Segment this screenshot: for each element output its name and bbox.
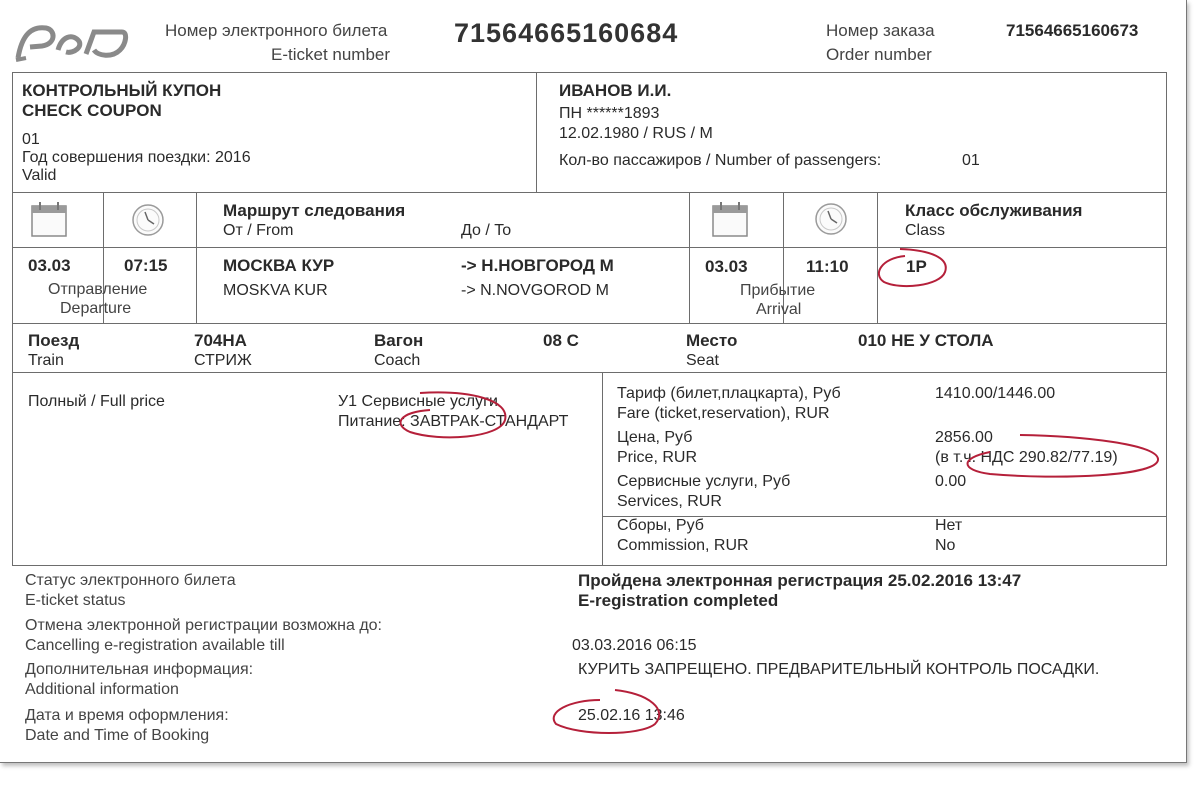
seat-value: 010 НЕ У СТОЛА [858, 331, 994, 350]
cancel-label-en: Cancelling e-registration available till [25, 637, 285, 654]
coupon-title-ru: КОНТРОЛЬНЫЙ КУПОН [22, 81, 222, 100]
arrival-date: 03.03 [705, 257, 748, 276]
passenger-count-label: Кол-во пассажиров / Number of passengers: [559, 152, 882, 169]
train-label-ru: Поезд [28, 331, 80, 350]
passenger-count: 01 [962, 152, 980, 169]
eticket-number: 71564665160684 [454, 18, 679, 48]
cancel-label-ru: Отмена электронной регистрации возможна до: [25, 617, 382, 634]
from-label: От / From [223, 222, 294, 239]
class-value: 1Р [906, 257, 927, 276]
eticket-label-en: E-ticket number [271, 45, 391, 64]
vat-value: (в т.ч. НДС 290.82/77.19) [935, 449, 1118, 466]
trip-year-label: Год совершения поездки: [22, 149, 211, 166]
eticket-label-ru: Номер электронного билета [165, 21, 388, 40]
price-label-ru: Цена, Руб [617, 429, 693, 446]
coupon-number: 01 [22, 131, 40, 148]
from-station-en: MOSKVA KUR [223, 282, 328, 299]
commission-value-en: No [935, 537, 956, 554]
seat-label-ru: Место [686, 331, 738, 350]
services-value: 0.00 [935, 473, 967, 490]
departure-label-ru: Отправление [48, 281, 148, 298]
services-label-ru: Сервисные услуги, Руб [617, 473, 791, 490]
order-number: 71564665160673 [1006, 21, 1139, 40]
price-label-en: Price, RUR [617, 449, 698, 466]
booking-value: 25.02.16 13:46 [578, 707, 685, 724]
service-class-line: У1 Сервисные услуги [338, 393, 498, 410]
status-value-en: E-registration completed [578, 591, 779, 610]
to-station-ru: -> Н.НОВГОРОД М [461, 256, 614, 275]
departure-label-en: Departure [60, 300, 132, 317]
commission-value-ru: Нет [935, 517, 963, 534]
train-label-en: Train [28, 352, 64, 369]
departure-time: 07:15 [124, 256, 168, 275]
coach-value: 08 С [543, 331, 579, 350]
arrival-label-ru: Прибытие [740, 282, 816, 299]
price-value: 2856.00 [935, 429, 993, 446]
valid-label: Valid [22, 167, 57, 184]
train-number: 704НА [194, 331, 247, 350]
to-label: До / To [461, 222, 512, 239]
meal-line: Питание: ЗАВТРАК-СТАНДАРТ [338, 413, 569, 430]
departure-date: 03.03 [28, 256, 71, 275]
route-header: Маршрут следования [223, 201, 406, 220]
to-station-en: -> N.NOVGOROD M [461, 282, 610, 299]
coupon-title-en: CHECK COUPON [22, 101, 162, 120]
class-label-ru: Класс обслуживания [905, 201, 1083, 220]
status-label-ru: Статус электронного билета [25, 572, 236, 589]
booking-label-ru: Дата и время оформления: [25, 707, 229, 724]
arrival-time: 11:10 [806, 257, 849, 276]
status-value-ru: Пройдена электронная регистрация 25.02.2016 13:47 [578, 571, 1022, 590]
arrival-label-en: Arrival [756, 301, 802, 318]
class-annotation-circle [879, 249, 946, 286]
order-label-en: Order number [826, 45, 932, 64]
booking-annotation-circle [554, 690, 660, 733]
info-label-ru: Дополнительная информация: [25, 661, 254, 678]
seat-label-en: Seat [686, 352, 719, 369]
status-label-en: E-ticket status [25, 592, 126, 609]
trip-year-value: 2016 [215, 149, 251, 166]
passenger-birth: 12.02.1980 / RUS / M [559, 125, 713, 142]
commission-label-ru: Сборы, Руб [617, 517, 704, 534]
booking-label-en: Date and Time of Booking [25, 727, 210, 744]
info-label-en: Additional information [25, 681, 179, 698]
tariff-label-en: Fare (ticket,reservation), RUR [617, 405, 830, 422]
services-label-en: Services, RUR [617, 493, 722, 510]
passenger-doc: ПН ******1893 [559, 105, 660, 122]
coach-label-ru: Вагон [374, 331, 424, 350]
tariff-value: 1410.00/1446.00 [935, 385, 1056, 402]
train-name: СТРИЖ [194, 352, 252, 369]
passenger-name: ИВАНОВ И.И. [559, 81, 672, 100]
info-value: КУРИТЬ ЗАПРЕЩЕНО. ПРЕДВАРИТЕЛЬНЫЙ КОНТРОЛЬ ПОСАДКИ. [578, 661, 1100, 678]
vat-annotation-circle [968, 435, 1159, 477]
cancel-value: 03.03.2016 06:15 [572, 637, 697, 654]
meal-annotation-circle [400, 392, 505, 437]
tariff-label-ru: Тариф (билет,плацкарта), Руб [617, 385, 841, 402]
coach-label-en: Coach [374, 352, 421, 369]
order-label-ru: Номер заказа [826, 21, 935, 40]
from-station-ru: МОСКВА КУР [223, 256, 335, 275]
class-label-en: Class [905, 222, 946, 239]
commission-label-en: Commission, RUR [617, 537, 749, 554]
fare-type: Полный / Full price [28, 393, 165, 410]
